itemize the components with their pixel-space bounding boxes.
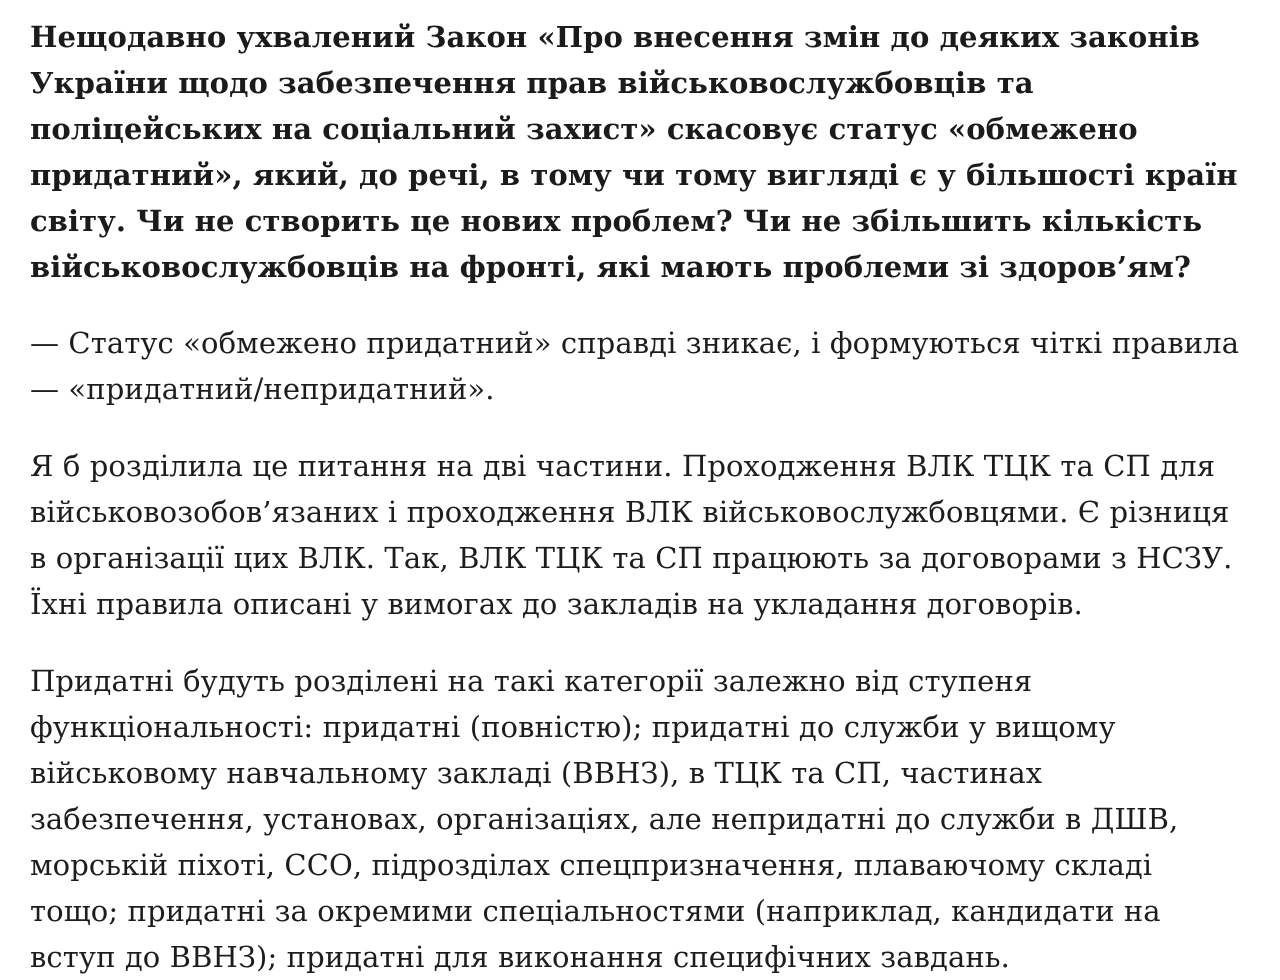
interview-question: Нещодавно ухвалений Закон «Про внесення змін до деяких законів України щодо забезпечення прав військовослужбовців та поліцейських на соціальний захист» скасовує статус «обмежено придатний», який, до речі, в тому чи тому вигляді є у більшості країн світу. Чи не створить це нових проблем? Чи не збільшить кількість військовослужбовців на фронті, які мають проблеми зі здоров’ям?: [30, 20, 1238, 284]
answer-paragraph-2: Я б розділила це питання на дві частини. Проходження ВЛК ТЦК та СП для військовозобов’язаних і проходження ВЛК військовослужбовцями. Є різниця в організації цих ВЛК. Так, ВЛК ТЦК та СП працюють за договорами з НСЗУ. Їхні правила описані у вимогах до закладів на укладання договорів.: [30, 449, 1233, 621]
answer-paragraph-3: Придатні будуть розділені на такі категорії залежно від ступеня функціональності: придатні (повністю); придатні до служби у вищому військовому навчальному закладі (ВВНЗ), в ТЦК та СП, частинах забезпечення, установах, організаціях, але непридатні до служби в ДШВ, морській піхоті, ССО, підрозділах спецпризначення, плаваючому складі тощо; придатні за окремими спеціальностями (наприклад, кандидати на вступ до ВВНЗ); придатні для виконання специфічних завдань.: [30, 664, 1179, 974]
answer-paragraph-1: — Статус «обмежено придатний» справді зникає, і формуються чіткі правила — «придатний/непридатний».: [30, 326, 1240, 406]
